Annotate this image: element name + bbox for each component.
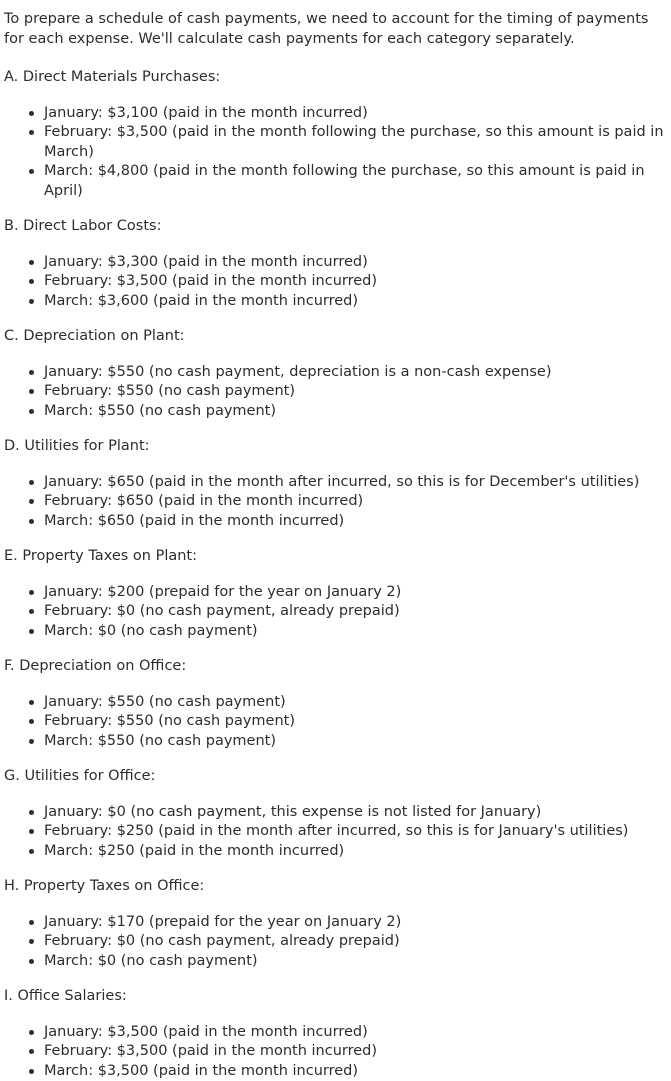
section-c	[4, 327, 671, 421]
section-title: E. Property Taxes on Plant:	[4, 547, 671, 567]
list-item: March: $250 (paid in the month incurred)	[4, 842, 671, 862]
section-title: H. Property Taxes on Office:	[4, 877, 671, 897]
list-item: January: $3,100 (paid in the month incurred)	[4, 104, 671, 124]
list-item: March: $0 (no cash payment)	[4, 952, 671, 972]
list-item: January: $3,300 (paid in the month incurred)	[4, 253, 671, 273]
list-item: February: $250 (paid in the month after incurred, so this is for January's utilities)	[4, 822, 671, 842]
list-item: February: $0 (no cash payment, already prepaid)	[4, 932, 671, 952]
list-item: January: $0 (no cash payment, this expense is not listed for January)	[4, 803, 671, 823]
list-item: February: $3,500 (paid in the month following the purchase, so this amount is paid in March)	[4, 123, 671, 162]
section-title: A. Direct Materials Purchases:	[4, 68, 671, 88]
section-title: C. Depreciation on Plant:	[4, 327, 671, 347]
section-list	[4, 363, 671, 422]
section-list	[4, 1023, 671, 1081]
list-item: March: $4,800 (paid in the month following the purchase, so this amount is paid in April)	[4, 162, 671, 201]
list-item: February: $3,500 (paid in the month incurred)	[4, 1042, 671, 1062]
section-title: B. Direct Labor Costs:	[4, 217, 671, 237]
section-i	[4, 987, 671, 1081]
list-item: March: $0 (no cash payment)	[4, 622, 671, 642]
section-title: D. Utilities for Plant:	[4, 437, 671, 457]
section-title: G. Utilities for Office:	[4, 767, 671, 787]
list-item: February: $550 (no cash payment)	[4, 712, 671, 732]
list-item: January: $170 (prepaid for the year on January 2)	[4, 913, 671, 933]
section-list	[4, 253, 671, 312]
section-b	[4, 217, 671, 311]
intro-paragraph: To prepare a schedule of cash payments, we need to account for the timing of payments for each expense. We'll calculate cash payments for each category separately.	[4, 10, 671, 49]
list-item: March: $650 (paid in the month incurred)	[4, 512, 671, 532]
section-f	[4, 657, 671, 751]
section-list	[4, 104, 671, 202]
list-item: March: $3,600 (paid in the month incurred)	[4, 292, 671, 312]
section-h	[4, 877, 671, 971]
list-item: January: $200 (prepaid for the year on January 2)	[4, 583, 671, 603]
section-d	[4, 437, 671, 531]
list-item: January: $550 (no cash payment)	[4, 693, 671, 713]
section-list	[4, 473, 671, 532]
list-item: March: $550 (no cash payment)	[4, 402, 671, 422]
section-list	[4, 803, 671, 862]
list-item: January: $3,500 (paid in the month incurred)	[4, 1023, 671, 1043]
section-a	[4, 68, 671, 201]
section-list	[4, 913, 671, 972]
section-g	[4, 767, 671, 861]
section-title: F. Depreciation on Office:	[4, 657, 671, 677]
section-list	[4, 693, 671, 752]
list-item: January: $650 (paid in the month after incurred, so this is for December's utilities)	[4, 473, 671, 493]
list-item: February: $3,500 (paid in the month incurred)	[4, 272, 671, 292]
list-item: February: $650 (paid in the month incurred)	[4, 492, 671, 512]
list-item: March: $550 (no cash payment)	[4, 732, 671, 752]
section-e	[4, 547, 671, 641]
list-item: February: $0 (no cash payment, already prepaid)	[4, 602, 671, 622]
section-list	[4, 583, 671, 642]
section-title: I. Office Salaries:	[4, 987, 671, 1007]
list-item: March: $3,500 (paid in the month incurred)	[4, 1062, 671, 1081]
list-item: February: $550 (no cash payment)	[4, 382, 671, 402]
list-item: January: $550 (no cash payment, depreciation is a non-cash expense)	[4, 363, 671, 383]
